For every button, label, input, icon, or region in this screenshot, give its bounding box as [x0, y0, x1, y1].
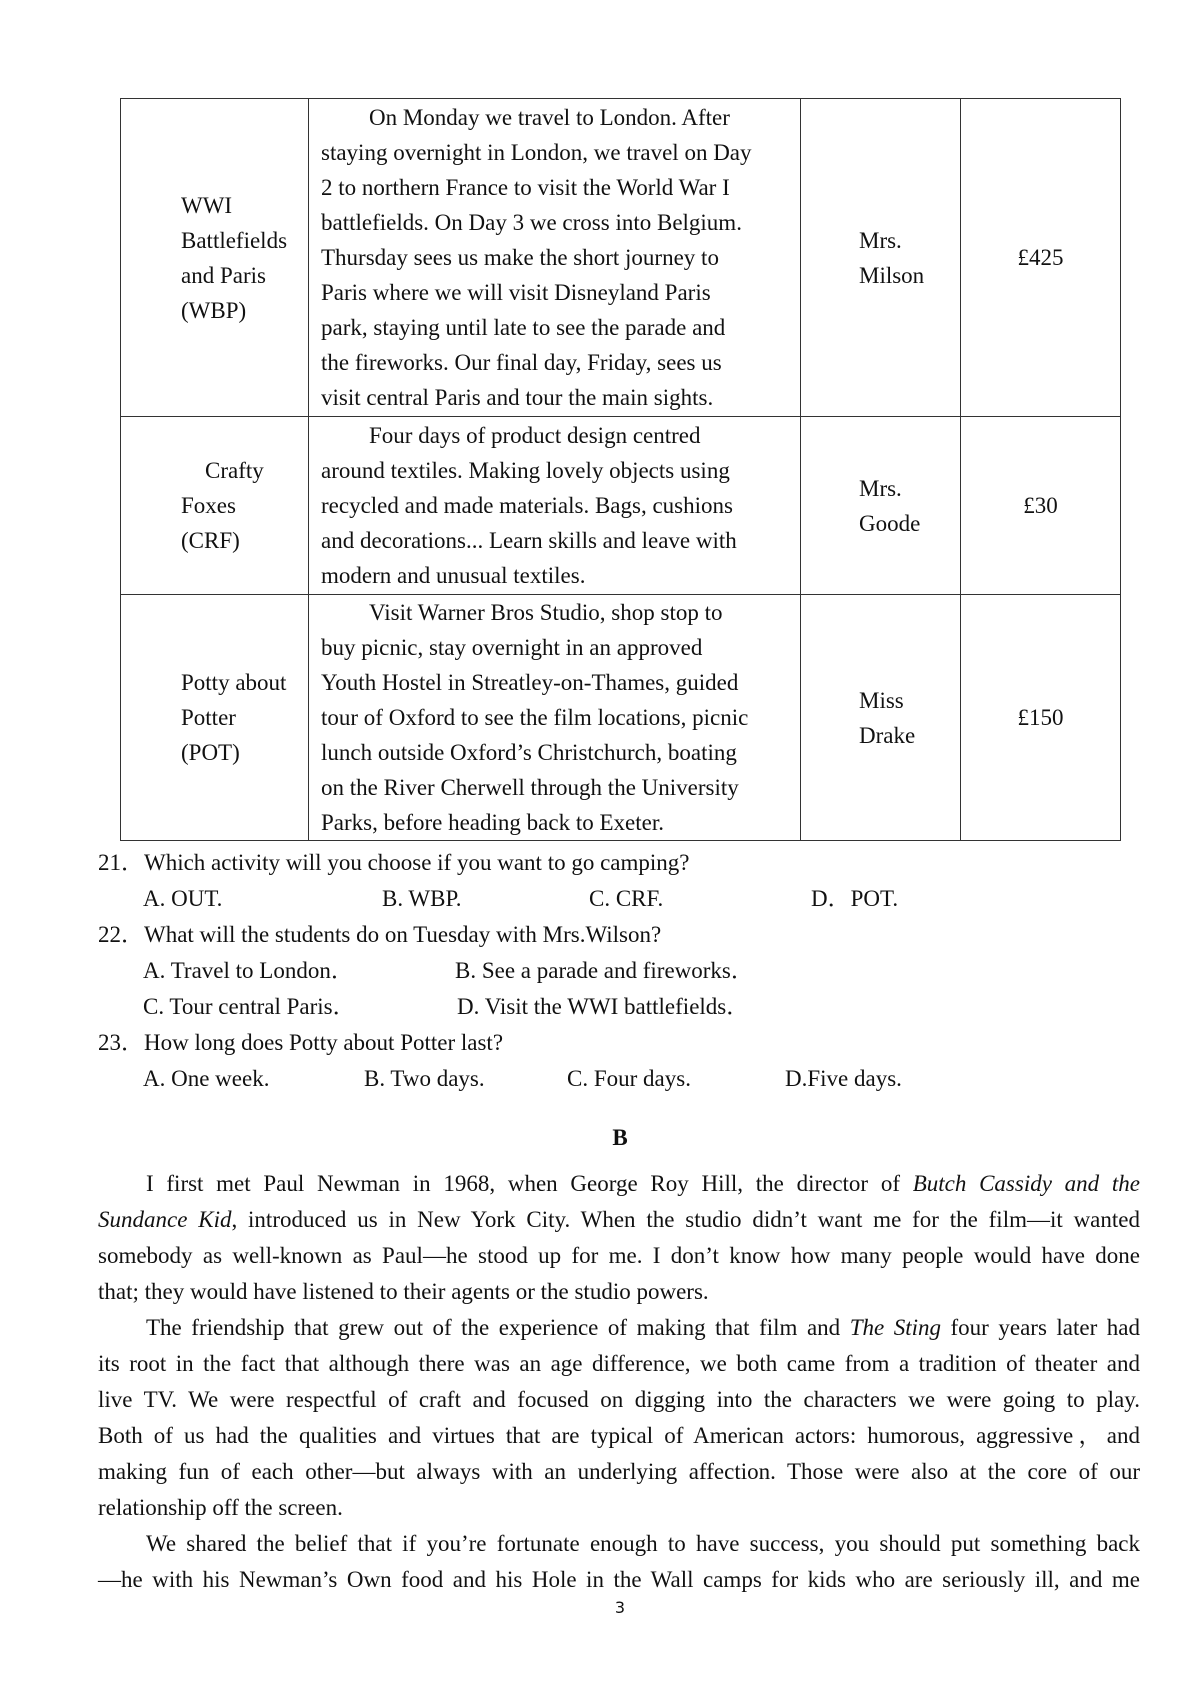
option-21-a: A. OUT. [143, 886, 223, 911]
description-line: visit central Paris and tour the main sights. [321, 385, 714, 410]
description-line: 2 to northern France to visit the World War I [321, 175, 730, 200]
activity-name-line: (WBP) [181, 297, 247, 323]
film-title: The Sting [849, 1315, 941, 1340]
option-21-b: B. WBP. [382, 886, 462, 911]
description-line: buy picnic, stay overnight in an approved [321, 635, 703, 660]
activity-name-line: Foxes [181, 493, 236, 518]
description-line: Youth Hostel in Streatley-on-Thames, guided [321, 670, 739, 695]
teacher-line: Mrs. [859, 227, 902, 253]
table-row [121, 99, 1121, 417]
activity-name-line: and Paris [181, 262, 266, 288]
teacher-line: Drake [859, 722, 916, 748]
paragraph-line: making fun of each other—but always with an underlying affection. Those were also at the core of our [98, 1459, 1140, 1484]
passage-paragraph [98, 1166, 1140, 1310]
passage-paragraph [98, 1310, 1140, 1526]
teacher-line: Mrs. [859, 475, 902, 501]
paragraph-line: Both of us had the qualities and virtues that are typical of American actors: humorous, aggressive，and [98, 1423, 1140, 1448]
description-line: On Monday we travel to London. After [369, 105, 730, 130]
description-line: modern and unusual textiles. [321, 563, 586, 588]
description-line: tour of Oxford to see the film locations, picnic [321, 705, 749, 730]
activity-name-line: Potty about [181, 670, 287, 695]
teacher-line: Goode [859, 510, 921, 536]
paragraph-line: somebody as well-known as Paul—he stood up for me. I don’t know how many people would have done [98, 1243, 1140, 1268]
activity-description-cell [309, 595, 801, 841]
text-run: The friendship that grew out of the experience of making that film and [146, 1315, 850, 1340]
question-number: 21． [98, 850, 144, 875]
question-22 [98, 917, 661, 952]
paragraph-line: —he with his Newman’s Own food and his Hole in the Wall camps for kids who are seriously ill, and me [98, 1567, 1140, 1592]
activity-name-line: (POT) [181, 740, 240, 765]
paragraph-line: its root in the fact that although there was an age difference, we both came from a tradition of theater and [98, 1351, 1140, 1376]
description-line: Four days of product design centred [369, 423, 701, 448]
option-22-b: B. See a parade and fireworks． [455, 958, 754, 983]
question-text: What will the students do on Tuesday with Mrs.Wilson? [144, 922, 662, 947]
paragraph-line [98, 1310, 1140, 1346]
teacher-line: Miss [859, 687, 904, 713]
option-23-d: D.Five days. [785, 1066, 902, 1091]
question-text: How long does Potty about Potter last? [144, 1030, 504, 1055]
description-line: lunch outside Oxford’s Christchurch, boating [321, 740, 737, 765]
question-text: Which activity will you choose if you want to go camping? [144, 850, 690, 875]
option-21-d: D．POT. [811, 886, 899, 911]
paragraph-line: relationship off the screen. [98, 1495, 343, 1520]
activity-name-cell [121, 417, 309, 595]
description-line: battlefields. On Day 3 we cross into Belgium. [321, 210, 742, 235]
activity-description-cell [309, 417, 801, 595]
description-line: Thursday sees us make the short journey to [321, 245, 719, 270]
passage-paragraph [98, 1526, 1140, 1598]
teacher-cell [801, 99, 961, 417]
activity-name-cell [121, 595, 309, 841]
question-number: 23． [98, 1030, 144, 1055]
description-line: recycled and made materials. Bags, cushions [321, 493, 733, 518]
option-23-b: B. Two days. [364, 1066, 485, 1091]
description-line: and decorations... Learn skills and leave with [321, 528, 737, 553]
description-line: around textiles. Making lovely objects using [321, 458, 730, 483]
description-line: Parks, before heading back to Exeter. [321, 810, 664, 835]
activity-name-line: Crafty [205, 458, 264, 483]
paragraph-line: that; they would have listened to their agents or the studio powers. [98, 1279, 709, 1304]
description-line: park, staying until late to see the parade and [321, 315, 726, 340]
table-row [121, 595, 1121, 841]
activity-name-line: Battlefields [181, 227, 288, 253]
option-22-a: A. Travel to London． [143, 958, 354, 983]
description-line: staying overnight in London, we travel on Day [321, 140, 752, 165]
description-line: on the River Cherwell through the University [321, 775, 739, 800]
section-heading: B [612, 1125, 628, 1150]
description-line: the fireworks. Our final day, Friday, sees us [321, 350, 722, 375]
teacher-cell [801, 595, 961, 841]
option-22-c: C. Tour central Paris． [143, 994, 356, 1019]
text-run: four years later had [941, 1315, 1140, 1340]
description-line: Paris where we will visit Disneyland Paris [321, 280, 711, 305]
question-23 [98, 1025, 503, 1060]
price-cell: £150 [961, 595, 1121, 841]
activity-name-cell [121, 99, 309, 417]
option-21-c: C. CRF. [589, 886, 664, 911]
paragraph-line: live TV. We were respectful of craft and focused on digging into the characters we were going to play. [98, 1387, 1140, 1412]
paragraph-line [98, 1166, 1140, 1202]
text-run: I first met Paul Newman in 1968, when George Roy Hill, the director of [146, 1171, 913, 1196]
activity-name-line: Potter [181, 705, 236, 730]
option-23-c: C. Four days. [567, 1066, 691, 1091]
paragraph-line [98, 1202, 1140, 1238]
activities-table [120, 98, 1121, 841]
activity-name-line: (CRF) [181, 528, 240, 553]
price-cell: £30 [961, 417, 1121, 595]
paragraph-line: We shared the belief that if you’re fortunate enough to have success, you should put something back [146, 1531, 1140, 1556]
teacher-line: Milson [859, 262, 925, 288]
page-number: 3 [614, 1598, 626, 1617]
option-22-d: D. Visit the WWI battlefields． [457, 994, 750, 1019]
price-cell: £425 [961, 99, 1121, 417]
activity-description-cell [309, 99, 801, 417]
question-21 [98, 845, 690, 880]
question-number: 22． [98, 922, 144, 947]
film-title: Butch Cassidy and the [912, 1171, 1140, 1196]
option-23-a: A. One week. [143, 1066, 270, 1091]
teacher-cell [801, 417, 961, 595]
activity-name-line: WWI [181, 192, 233, 218]
description-line: Visit Warner Bros Studio, shop stop to [369, 600, 723, 625]
text-run: , introduced us in New York City. When the studio didn’t want me for the film—it wanted [231, 1207, 1140, 1232]
film-title: Sundance Kid [98, 1207, 232, 1232]
table-row [121, 417, 1121, 595]
